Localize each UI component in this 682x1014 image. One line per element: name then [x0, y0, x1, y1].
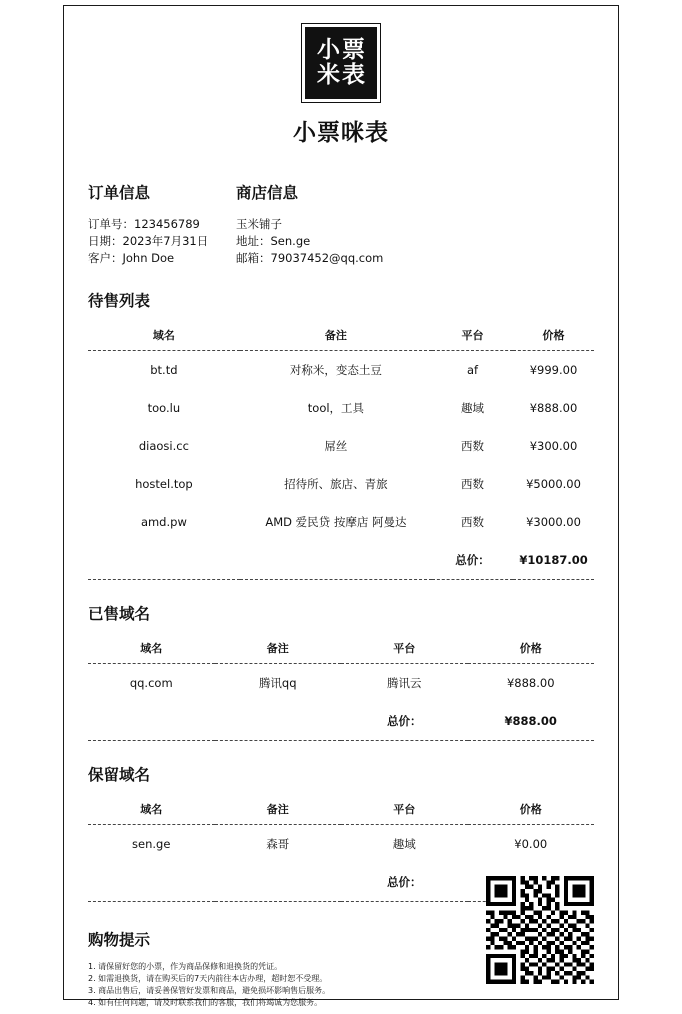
logo-char-3: 米 [317, 62, 340, 88]
table-total-row [88, 541, 594, 580]
cell-domain: hostel.top [135, 477, 193, 491]
tip-item: 2. 如需退换货，请在购买后的7天内前往本店办理，超时恕不受理。 [88, 974, 328, 983]
section-sold [88, 602, 594, 741]
section-title: 保留域名 [88, 766, 151, 784]
col-header-note: 备注 [266, 642, 289, 655]
table-row [88, 465, 594, 503]
col-header-platform: 平台 [393, 642, 416, 655]
col-header-platform: 平台 [461, 329, 484, 342]
store-info-title: 商店信息 [236, 184, 299, 202]
order-number: 订单号：123456789 [88, 217, 200, 231]
cell-price: ¥888.00 [506, 676, 555, 690]
store-info-block [236, 181, 594, 267]
total-label: 总价： [387, 714, 422, 728]
col-header-price: 价格 [519, 642, 542, 655]
cell-platform: 趣域 [392, 837, 416, 851]
cell-price: ¥0.00 [514, 837, 548, 851]
cell-domain: diaosi.cc [138, 439, 189, 453]
order-info-title: 订单信息 [88, 184, 151, 202]
col-header-price: 价格 [519, 803, 542, 816]
logo-char-1: 小 [317, 37, 340, 63]
cell-note: 招待所、旅店、青旅 [284, 477, 388, 491]
col-header-price: 价格 [542, 329, 565, 342]
cell-platform: 腾讯云 [387, 676, 422, 690]
table-row [88, 351, 594, 390]
cell-platform: 西数 [461, 439, 485, 453]
total-amount: ¥10187.00 [519, 553, 588, 567]
table-header-row [88, 801, 594, 825]
cell-price: ¥3000.00 [526, 515, 581, 529]
brand-logo-icon [302, 24, 380, 102]
cell-note: 森哥 [266, 837, 290, 851]
store-name: 玉米铺子 [236, 217, 282, 231]
cell-note: AMD 爱民贷 按摩店 阿曼达 [265, 515, 407, 529]
cell-domain: amd.pw [140, 515, 187, 529]
info-section [88, 181, 594, 267]
cell-price: ¥300.00 [529, 439, 578, 453]
cell-domain: too.lu [147, 401, 181, 415]
domain-table [88, 327, 594, 580]
store-address: 地址：Sen.ge [236, 234, 311, 248]
table-header-row [88, 640, 594, 664]
cell-platform: 趣域 [461, 401, 485, 415]
table-row [88, 503, 594, 541]
total-amount: ¥888.00 [504, 714, 557, 728]
col-header-domain: 域名 [152, 329, 175, 342]
cell-price: ¥5000.00 [526, 477, 581, 491]
tip-item: 4. 如有任何问题，请及时联系我们的客服，我们将竭诚为您服务。 [88, 998, 323, 1007]
table-row [88, 825, 594, 864]
cell-note: 腾讯qq [258, 676, 297, 690]
shopping-tips-title: 购物提示 [88, 931, 151, 949]
cell-note: 对称米，变态土豆 [289, 363, 382, 377]
cell-domain: sen.ge [132, 837, 171, 851]
tip-item: 1. 请保留好您的小票，作为商品保修和退换货的凭证。 [88, 962, 283, 971]
order-info-block [88, 181, 236, 267]
table-row [88, 664, 594, 703]
cell-platform: 西数 [461, 477, 485, 491]
qr-code-icon [486, 876, 594, 984]
cell-platform: 西数 [461, 515, 485, 529]
tip-item: 3. 商品出售后，请妥善保管好发票和商品，避免损坏影响售后服务。 [88, 986, 331, 995]
domain-table [88, 640, 594, 741]
cell-note: tool，工具 [307, 401, 365, 415]
brand-title: 小票咪表 [293, 120, 389, 146]
table-total-row [88, 702, 594, 741]
total-label: 总价： [455, 553, 490, 567]
cell-price: ¥999.00 [529, 363, 578, 377]
logo-char-4: 表 [342, 62, 365, 88]
col-header-domain: 域名 [140, 803, 163, 816]
col-header-domain: 域名 [140, 642, 163, 655]
col-header-note: 备注 [266, 803, 289, 816]
cell-domain: qq.com [129, 676, 173, 690]
col-header-note: 备注 [324, 329, 347, 342]
table-row [88, 389, 594, 427]
brand-header [88, 6, 594, 147]
section-for-sale [88, 289, 594, 580]
cell-price: ¥888.00 [529, 401, 578, 415]
total-label: 总价： [387, 875, 422, 889]
receipt-page [63, 5, 619, 1007]
cell-note: 屌丝 [324, 439, 348, 453]
table-row [88, 427, 594, 465]
cell-platform: af [466, 363, 479, 377]
logo-char-2: 票 [342, 37, 365, 63]
cell-domain: bt.td [150, 363, 178, 377]
store-email: 邮箱：79037452@qq.com [236, 251, 384, 265]
order-customer: 客户：John Doe [88, 251, 175, 265]
order-date: 日期：2023年7月31日 [88, 234, 209, 248]
table-header-row [88, 327, 594, 351]
col-header-platform: 平台 [393, 803, 416, 816]
section-title: 待售列表 [88, 292, 151, 310]
section-title: 已售域名 [88, 605, 151, 623]
